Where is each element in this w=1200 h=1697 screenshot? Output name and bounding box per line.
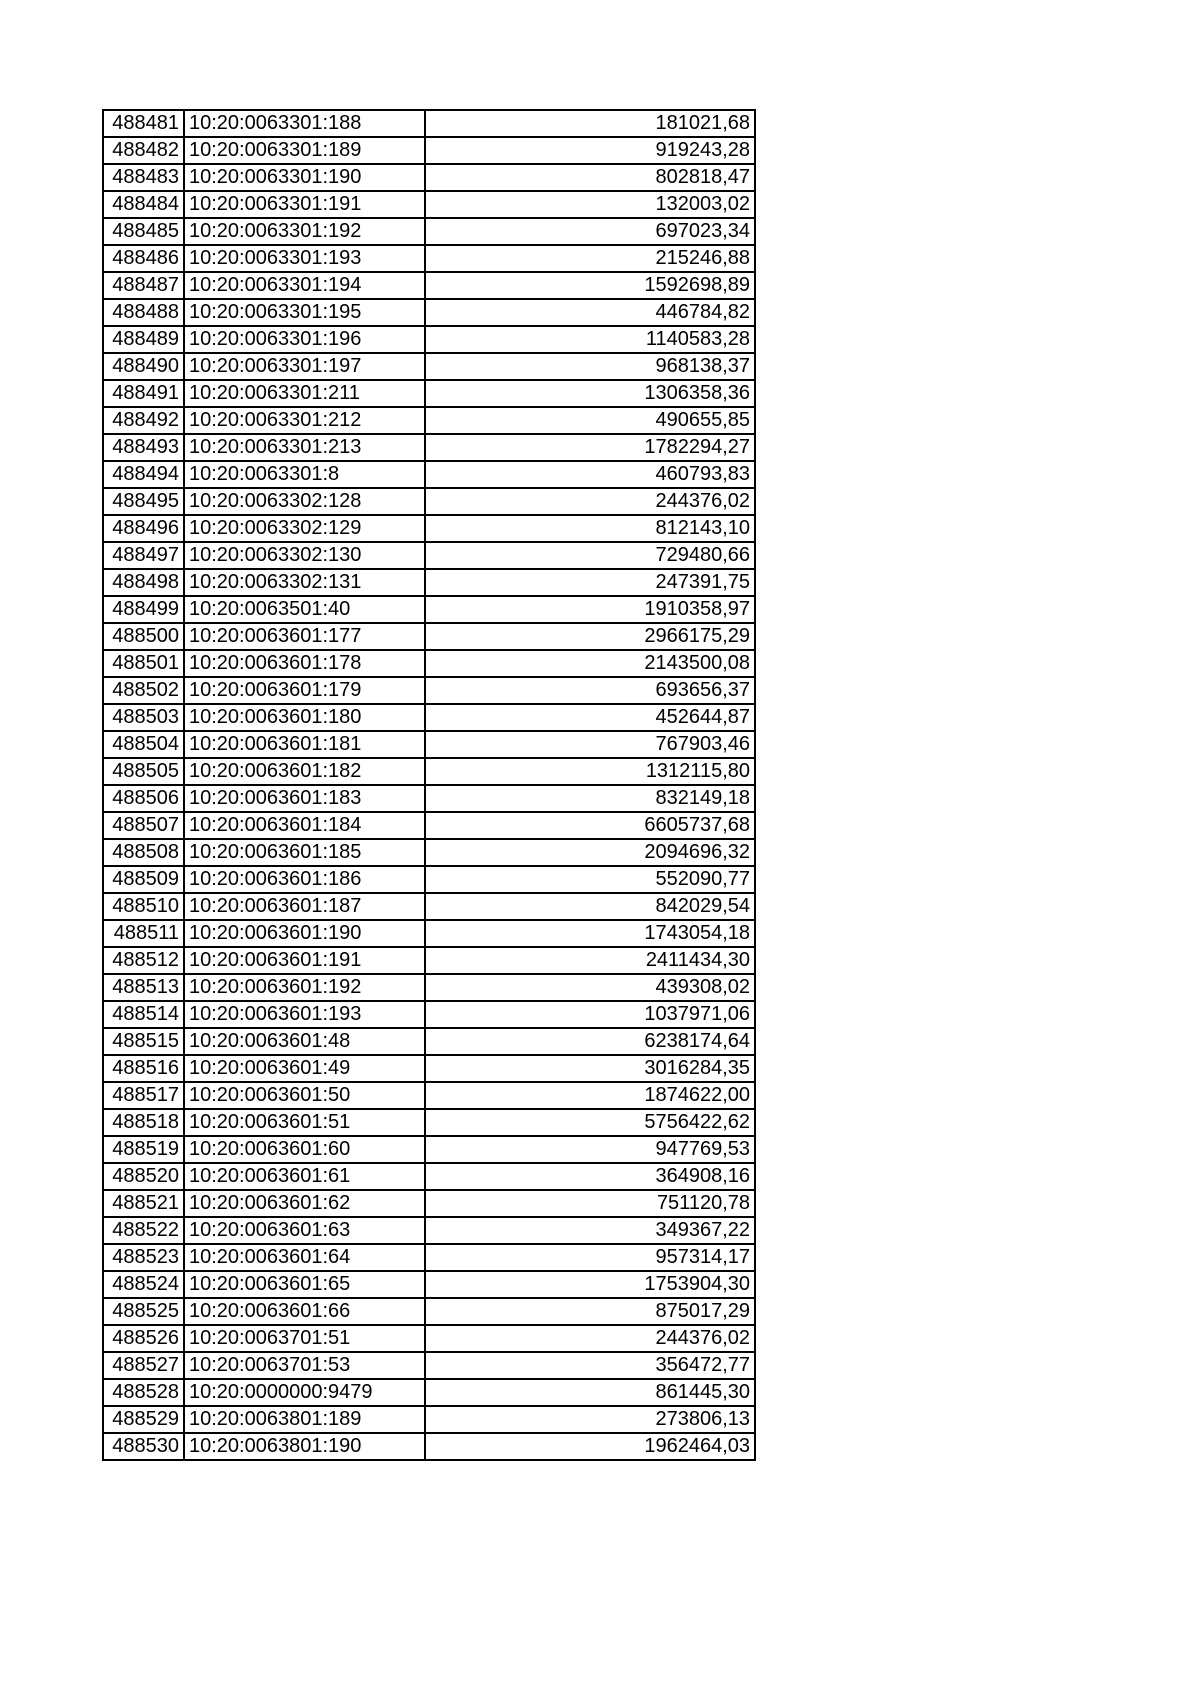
cadastral-number-cell: 10:20:0063601:177 xyxy=(184,623,425,650)
cadastral-number-cell: 10:20:0063601:186 xyxy=(184,866,425,893)
cadastral-value-cell: 181021,68 xyxy=(425,110,755,137)
cadastral-value-cell: 875017,29 xyxy=(425,1298,755,1325)
cadastral-value-cell: 552090,77 xyxy=(425,866,755,893)
table-row xyxy=(103,1163,755,1190)
cadastral-value-cell: 812143,10 xyxy=(425,515,755,542)
cadastral-value-cell: 439308,02 xyxy=(425,974,755,1001)
row-number-cell: 488508 xyxy=(103,839,184,866)
table-row xyxy=(103,542,755,569)
table-row xyxy=(103,380,755,407)
cadastral-value-cell: 1037971,06 xyxy=(425,1001,755,1028)
table-row xyxy=(103,1109,755,1136)
cadastral-value-cell: 697023,34 xyxy=(425,218,755,245)
table-row xyxy=(103,1055,755,1082)
cadastral-value-cell: 6238174,64 xyxy=(425,1028,755,1055)
cadastral-number-cell: 10:20:0063601:178 xyxy=(184,650,425,677)
row-number-cell: 488487 xyxy=(103,272,184,299)
cadastral-number-cell: 10:20:0063301:197 xyxy=(184,353,425,380)
row-number-cell: 488520 xyxy=(103,1163,184,1190)
row-number-cell: 488490 xyxy=(103,353,184,380)
cadastral-value-cell: 1312115,80 xyxy=(425,758,755,785)
cadastral-number-cell: 10:20:0063601:65 xyxy=(184,1271,425,1298)
table-row xyxy=(103,407,755,434)
row-number-cell: 488502 xyxy=(103,677,184,704)
cadastral-number-cell: 10:20:0063302:130 xyxy=(184,542,425,569)
row-number-cell: 488503 xyxy=(103,704,184,731)
cadastral-number-cell: 10:20:0063601:66 xyxy=(184,1298,425,1325)
row-number-cell: 488498 xyxy=(103,569,184,596)
cadastral-value-cell: 1753904,30 xyxy=(425,1271,755,1298)
cadastral-value-cell: 3016284,35 xyxy=(425,1055,755,1082)
cadastral-value-cell: 1592698,89 xyxy=(425,272,755,299)
table-row xyxy=(103,1217,755,1244)
row-number-cell: 488489 xyxy=(103,326,184,353)
cadastral-value-cell: 1306358,36 xyxy=(425,380,755,407)
cadastral-number-cell: 10:20:0063601:51 xyxy=(184,1109,425,1136)
table-row xyxy=(103,758,755,785)
table-row xyxy=(103,1271,755,1298)
cadastral-value-cell: 693656,37 xyxy=(425,677,755,704)
cadastral-value-cell: 215246,88 xyxy=(425,245,755,272)
row-number-cell: 488501 xyxy=(103,650,184,677)
row-number-cell: 488497 xyxy=(103,542,184,569)
table-row xyxy=(103,191,755,218)
cadastral-value-cell: 968138,37 xyxy=(425,353,755,380)
cadastral-value-cell: 2411434,30 xyxy=(425,947,755,974)
cadastral-number-cell: 10:20:0063801:189 xyxy=(184,1406,425,1433)
row-number-cell: 488492 xyxy=(103,407,184,434)
cadastral-number-cell: 10:20:0063601:179 xyxy=(184,677,425,704)
table-row xyxy=(103,1379,755,1406)
cadastral-value-cell: 2094696,32 xyxy=(425,839,755,866)
cadastral-value-table xyxy=(102,109,756,1461)
table-row xyxy=(103,731,755,758)
table-row xyxy=(103,434,755,461)
table-row xyxy=(103,974,755,1001)
table-row xyxy=(103,461,755,488)
row-number-cell: 488495 xyxy=(103,488,184,515)
cadastral-number-cell: 10:20:0063601:184 xyxy=(184,812,425,839)
cadastral-number-cell: 10:20:0063601:183 xyxy=(184,785,425,812)
row-number-cell: 488511 xyxy=(103,920,184,947)
row-number-cell: 488488 xyxy=(103,299,184,326)
cadastral-number-cell: 10:20:0063302:131 xyxy=(184,569,425,596)
row-number-cell: 488499 xyxy=(103,596,184,623)
row-number-cell: 488517 xyxy=(103,1082,184,1109)
cadastral-value-cell: 1140583,28 xyxy=(425,326,755,353)
cadastral-value-cell: 5756422,62 xyxy=(425,1109,755,1136)
table-row xyxy=(103,488,755,515)
table-row xyxy=(103,515,755,542)
row-number-cell: 488510 xyxy=(103,893,184,920)
cadastral-number-cell: 10:20:0063601:185 xyxy=(184,839,425,866)
table-row xyxy=(103,623,755,650)
row-number-cell: 488482 xyxy=(103,137,184,164)
row-number-cell: 488523 xyxy=(103,1244,184,1271)
row-number-cell: 488506 xyxy=(103,785,184,812)
cadastral-number-cell: 10:20:0063601:180 xyxy=(184,704,425,731)
cadastral-number-cell: 10:20:0063601:190 xyxy=(184,920,425,947)
cadastral-value-cell: 842029,54 xyxy=(425,893,755,920)
table-row xyxy=(103,1136,755,1163)
cadastral-number-cell: 10:20:0063301:195 xyxy=(184,299,425,326)
cadastral-value-cell: 832149,18 xyxy=(425,785,755,812)
row-number-cell: 488509 xyxy=(103,866,184,893)
row-number-cell: 488524 xyxy=(103,1271,184,1298)
row-number-cell: 488530 xyxy=(103,1433,184,1460)
cadastral-number-cell: 10:20:0063601:187 xyxy=(184,893,425,920)
table-row xyxy=(103,245,755,272)
table-row xyxy=(103,299,755,326)
table-row xyxy=(103,1325,755,1352)
cadastral-number-cell: 10:20:0063301:190 xyxy=(184,164,425,191)
cadastral-value-cell: 1962464,03 xyxy=(425,1433,755,1460)
cadastral-value-cell: 132003,02 xyxy=(425,191,755,218)
cadastral-value-cell: 446784,82 xyxy=(425,299,755,326)
table-row xyxy=(103,785,755,812)
row-number-cell: 488486 xyxy=(103,245,184,272)
row-number-cell: 488528 xyxy=(103,1379,184,1406)
cadastral-value-cell: 947769,53 xyxy=(425,1136,755,1163)
row-number-cell: 488504 xyxy=(103,731,184,758)
cadastral-number-cell: 10:20:0063601:192 xyxy=(184,974,425,1001)
cadastral-number-cell: 10:20:0063601:64 xyxy=(184,1244,425,1271)
cadastral-number-cell: 10:20:0063601:60 xyxy=(184,1136,425,1163)
row-number-cell: 488513 xyxy=(103,974,184,1001)
cadastral-number-cell: 10:20:0063301:192 xyxy=(184,218,425,245)
row-number-cell: 488500 xyxy=(103,623,184,650)
cadastral-value-cell: 247391,75 xyxy=(425,569,755,596)
table-row xyxy=(103,272,755,299)
row-number-cell: 488505 xyxy=(103,758,184,785)
table-row xyxy=(103,164,755,191)
cadastral-number-cell: 10:20:0063301:188 xyxy=(184,110,425,137)
table-row xyxy=(103,1190,755,1217)
cadastral-number-cell: 10:20:0063301:194 xyxy=(184,272,425,299)
cadastral-value-cell: 2143500,08 xyxy=(425,650,755,677)
row-number-cell: 488481 xyxy=(103,110,184,137)
row-number-cell: 488512 xyxy=(103,947,184,974)
cadastral-number-cell: 10:20:0063501:40 xyxy=(184,596,425,623)
cadastral-value-cell: 1782294,27 xyxy=(425,434,755,461)
table-row xyxy=(103,677,755,704)
row-number-cell: 488514 xyxy=(103,1001,184,1028)
table-row xyxy=(103,866,755,893)
table-row xyxy=(103,569,755,596)
table-row xyxy=(103,596,755,623)
row-number-cell: 488522 xyxy=(103,1217,184,1244)
cadastral-value-cell: 1910358,97 xyxy=(425,596,755,623)
row-number-cell: 488527 xyxy=(103,1352,184,1379)
table-row xyxy=(103,1352,755,1379)
row-number-cell: 488525 xyxy=(103,1298,184,1325)
row-number-cell: 488526 xyxy=(103,1325,184,1352)
row-number-cell: 488516 xyxy=(103,1055,184,1082)
table-row xyxy=(103,1001,755,1028)
cadastral-number-cell: 10:20:0063601:49 xyxy=(184,1055,425,1082)
cadastral-number-cell: 10:20:0063301:212 xyxy=(184,407,425,434)
table-row xyxy=(103,1433,755,1460)
cadastral-value-cell: 1743054,18 xyxy=(425,920,755,947)
cadastral-number-cell: 10:20:0063601:181 xyxy=(184,731,425,758)
cadastral-number-cell: 10:20:0063801:190 xyxy=(184,1433,425,1460)
cadastral-number-cell: 10:20:0063301:211 xyxy=(184,380,425,407)
table-row xyxy=(103,326,755,353)
cadastral-number-cell: 10:20:0000000:9479 xyxy=(184,1379,425,1406)
cadastral-number-cell: 10:20:0063301:196 xyxy=(184,326,425,353)
cadastral-value-cell: 751120,78 xyxy=(425,1190,755,1217)
cadastral-number-cell: 10:20:0063601:48 xyxy=(184,1028,425,1055)
table-row xyxy=(103,1082,755,1109)
cadastral-value-cell: 861445,30 xyxy=(425,1379,755,1406)
cadastral-value-cell: 273806,13 xyxy=(425,1406,755,1433)
cadastral-number-cell: 10:20:0063302:129 xyxy=(184,515,425,542)
cadastral-value-cell: 244376,02 xyxy=(425,488,755,515)
row-number-cell: 488507 xyxy=(103,812,184,839)
cadastral-number-cell: 10:20:0063701:53 xyxy=(184,1352,425,1379)
table-row xyxy=(103,812,755,839)
cadastral-value-cell: 919243,28 xyxy=(425,137,755,164)
cadastral-value-cell: 460793,83 xyxy=(425,461,755,488)
row-number-cell: 488491 xyxy=(103,380,184,407)
row-number-cell: 488483 xyxy=(103,164,184,191)
cadastral-number-cell: 10:20:0063301:213 xyxy=(184,434,425,461)
cadastral-value-cell: 2966175,29 xyxy=(425,623,755,650)
cadastral-number-cell: 10:20:0063301:193 xyxy=(184,245,425,272)
cadastral-value-cell: 364908,16 xyxy=(425,1163,755,1190)
table-row xyxy=(103,704,755,731)
row-number-cell: 488485 xyxy=(103,218,184,245)
cadastral-value-cell: 452644,87 xyxy=(425,704,755,731)
cadastral-number-cell: 10:20:0063302:128 xyxy=(184,488,425,515)
table-row xyxy=(103,218,755,245)
cadastral-number-cell: 10:20:0063601:63 xyxy=(184,1217,425,1244)
cadastral-number-cell: 10:20:0063601:50 xyxy=(184,1082,425,1109)
table-row xyxy=(103,650,755,677)
table-row xyxy=(103,893,755,920)
table-row xyxy=(103,137,755,164)
table-row xyxy=(103,353,755,380)
cadastral-value-cell: 349367,22 xyxy=(425,1217,755,1244)
cadastral-number-cell: 10:20:0063601:61 xyxy=(184,1163,425,1190)
table-row xyxy=(103,1298,755,1325)
row-number-cell: 488518 xyxy=(103,1109,184,1136)
cadastral-number-cell: 10:20:0063601:62 xyxy=(184,1190,425,1217)
row-number-cell: 488515 xyxy=(103,1028,184,1055)
cadastral-value-cell: 356472,77 xyxy=(425,1352,755,1379)
cadastral-value-cell: 767903,46 xyxy=(425,731,755,758)
row-number-cell: 488529 xyxy=(103,1406,184,1433)
cadastral-number-cell: 10:20:0063301:191 xyxy=(184,191,425,218)
table-row xyxy=(103,839,755,866)
row-number-cell: 488519 xyxy=(103,1136,184,1163)
row-number-cell: 488521 xyxy=(103,1190,184,1217)
table-row xyxy=(103,1406,755,1433)
cadastral-value-cell: 957314,17 xyxy=(425,1244,755,1271)
cadastral-number-cell: 10:20:0063601:193 xyxy=(184,1001,425,1028)
cadastral-number-cell: 10:20:0063301:189 xyxy=(184,137,425,164)
table-body xyxy=(103,110,755,1460)
cadastral-number-cell: 10:20:0063301:8 xyxy=(184,461,425,488)
table-row xyxy=(103,1028,755,1055)
cadastral-value-cell: 729480,66 xyxy=(425,542,755,569)
cadastral-value-cell: 244376,02 xyxy=(425,1325,755,1352)
cadastral-value-cell: 490655,85 xyxy=(425,407,755,434)
row-number-cell: 488494 xyxy=(103,461,184,488)
table-row xyxy=(103,947,755,974)
table-row xyxy=(103,110,755,137)
cadastral-number-cell: 10:20:0063701:51 xyxy=(184,1325,425,1352)
cadastral-value-cell: 1874622,00 xyxy=(425,1082,755,1109)
cadastral-number-cell: 10:20:0063601:191 xyxy=(184,947,425,974)
row-number-cell: 488496 xyxy=(103,515,184,542)
table-row xyxy=(103,1244,755,1271)
row-number-cell: 488493 xyxy=(103,434,184,461)
row-number-cell: 488484 xyxy=(103,191,184,218)
table-row xyxy=(103,920,755,947)
cadastral-value-cell: 802818,47 xyxy=(425,164,755,191)
cadastral-value-cell: 6605737,68 xyxy=(425,812,755,839)
cadastral-number-cell: 10:20:0063601:182 xyxy=(184,758,425,785)
